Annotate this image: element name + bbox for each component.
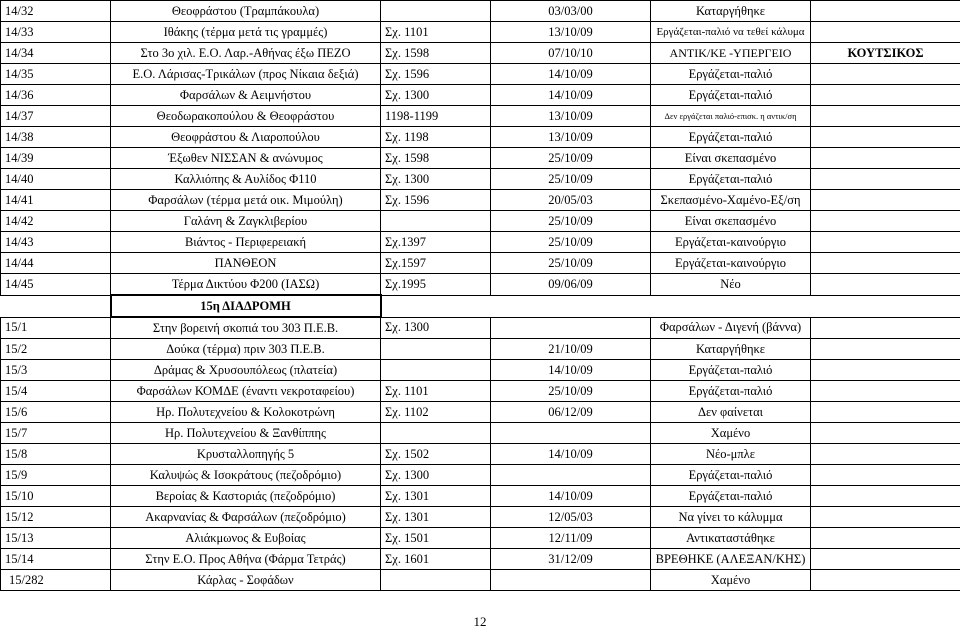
row-date bbox=[491, 317, 651, 339]
row-drawing-ref: Σχ. 1598 bbox=[381, 43, 491, 64]
row-location: Βιάντος - Περιφερειακή bbox=[111, 232, 381, 253]
row-drawing-ref: Σχ. 1598 bbox=[381, 148, 491, 169]
row-extra bbox=[811, 22, 960, 43]
table-row bbox=[1, 232, 960, 253]
row-drawing-ref: 1198-1199 bbox=[381, 106, 491, 127]
row-date: 13/10/09 bbox=[491, 106, 651, 127]
row-drawing-ref: Σχ. 1596 bbox=[381, 190, 491, 211]
row-drawing-ref: Σχ.1995 bbox=[381, 274, 491, 296]
row-code: 14/39 bbox=[1, 148, 111, 169]
row-date: 25/10/09 bbox=[491, 253, 651, 274]
row-extra bbox=[811, 381, 960, 402]
table-row bbox=[1, 549, 960, 570]
row-drawing-ref: Σχ. 1596 bbox=[381, 64, 491, 85]
row-status: Νέο-μπλε bbox=[651, 444, 811, 465]
row-drawing-ref: Σχ. 1101 bbox=[381, 22, 491, 43]
row-extra bbox=[811, 528, 960, 549]
row-location: Φαρσάλων (τέρμα μετά οικ. Μιμούλη) bbox=[111, 190, 381, 211]
row-status: Καταργήθηκε bbox=[651, 339, 811, 360]
row-date bbox=[491, 570, 651, 591]
row-status: Εργάζεται-παλιό bbox=[651, 381, 811, 402]
row-status: Εργάζεται-καινούργιο bbox=[651, 253, 811, 274]
row-extra bbox=[811, 465, 960, 486]
row-status: Χαμένο bbox=[651, 570, 811, 591]
row-date: 14/10/09 bbox=[491, 444, 651, 465]
row-status: Φαρσάλων - Διγενή (βάννα) bbox=[651, 317, 811, 339]
row-location: Κρυσταλλοπηγής 5 bbox=[111, 444, 381, 465]
row-code: 15/12 bbox=[1, 507, 111, 528]
row-location: Δράμας & Χρυσουπόλεως (πλατεία) bbox=[111, 360, 381, 381]
row-drawing-ref: Σχ. 1300 bbox=[381, 85, 491, 106]
table-row bbox=[1, 381, 960, 402]
table-row bbox=[1, 423, 960, 444]
row-location: Καλυψώς & Ισοκράτους (πεζοδρόμιο) bbox=[111, 465, 381, 486]
row-date: 25/10/09 bbox=[491, 232, 651, 253]
row-code: 15/2 bbox=[1, 339, 111, 360]
row-code: 14/34 bbox=[1, 43, 111, 64]
row-drawing-ref: Σχ. 1501 bbox=[381, 528, 491, 549]
row-date: 20/05/03 bbox=[491, 190, 651, 211]
row-code: 15/4 bbox=[1, 381, 111, 402]
row-status: ΑΝΤΙΚ/ΚΕ -ΥΠΕΡΓΕΙΟ bbox=[651, 43, 811, 64]
row-date: 06/12/09 bbox=[491, 402, 651, 423]
row-location: Στην βορεινή σκοπιά του 303 Π.Ε.Β. bbox=[111, 317, 381, 339]
row-code: 15/3 bbox=[1, 360, 111, 381]
row-date: 07/10/10 bbox=[491, 43, 651, 64]
table-row bbox=[1, 465, 960, 486]
row-status: Καταργήθηκε bbox=[651, 1, 811, 22]
section-title: 15η ΔΙΑΔΡΟΜΗ bbox=[111, 295, 381, 317]
row-location: Ηρ. Πολυτεχνείου & Ξανθίππης bbox=[111, 423, 381, 444]
table-row bbox=[1, 570, 960, 591]
row-date: 21/10/09 bbox=[491, 339, 651, 360]
row-date: 03/03/00 bbox=[491, 1, 651, 22]
row-status: Εργάζεται-παλιό bbox=[651, 85, 811, 106]
table-row bbox=[1, 85, 960, 106]
row-location: Θεοδωρακοπούλου & Θεοφράστου bbox=[111, 106, 381, 127]
row-status: Εργάζεται-παλιό bbox=[651, 360, 811, 381]
row-code: 14/37 bbox=[1, 106, 111, 127]
row-extra bbox=[811, 339, 960, 360]
row-drawing-ref: Σχ.1397 bbox=[381, 232, 491, 253]
table-row bbox=[1, 22, 960, 43]
row-status: Νέο bbox=[651, 274, 811, 296]
row-drawing-ref bbox=[381, 570, 491, 591]
row-date: 13/10/09 bbox=[491, 22, 651, 43]
row-extra bbox=[811, 211, 960, 232]
row-code: 15/10 bbox=[1, 486, 111, 507]
row-drawing-ref: Σχ. 1300 bbox=[381, 317, 491, 339]
row-extra bbox=[811, 232, 960, 253]
row-code: 15/14 bbox=[1, 549, 111, 570]
row-location: Φαρσάλων ΚΟΜΔΕ (έναντι νεκροταφείου) bbox=[111, 381, 381, 402]
row-extra bbox=[811, 549, 960, 570]
row-date: 25/10/09 bbox=[491, 169, 651, 190]
table-row bbox=[1, 528, 960, 549]
table-row bbox=[1, 486, 960, 507]
row-extra bbox=[811, 169, 960, 190]
row-extra bbox=[811, 444, 960, 465]
table-row bbox=[1, 1, 960, 22]
row-code: 14/33 bbox=[1, 22, 111, 43]
table-row bbox=[1, 274, 960, 296]
row-code: 15/1 bbox=[1, 317, 111, 339]
row-location: Στην Ε.Ο. Προς Αθήνα (Φάρμα Τετράς) bbox=[111, 549, 381, 570]
row-location: Θεοφράστου (Τραμπάκουλα) bbox=[111, 1, 381, 22]
row-date: 14/10/09 bbox=[491, 64, 651, 85]
row-date: 31/12/09 bbox=[491, 549, 651, 570]
row-location: Γαλάνη & Ζαγκλιβερίου bbox=[111, 211, 381, 232]
row-date: 14/10/09 bbox=[491, 486, 651, 507]
row-location: Ηρ. Πολυτεχνείου & Κολοκοτρώνη bbox=[111, 402, 381, 423]
table-row bbox=[1, 148, 960, 169]
row-extra bbox=[811, 402, 960, 423]
row-code: 15/8 bbox=[1, 444, 111, 465]
row-code: 14/38 bbox=[1, 127, 111, 148]
table-row bbox=[1, 190, 960, 211]
row-drawing-ref: Σχ. 1300 bbox=[381, 465, 491, 486]
row-code: 14/36 bbox=[1, 85, 111, 106]
row-code: 15/6 bbox=[1, 402, 111, 423]
row-location: Ακαρνανίας & Φαρσάλων (πεζοδρόμιο) bbox=[111, 507, 381, 528]
row-location: Έξωθεν ΝΙΣΣΑΝ & ανώνυμος bbox=[111, 148, 381, 169]
table-row bbox=[1, 253, 960, 274]
row-code: 14/45 bbox=[1, 274, 111, 296]
row-location: Βεροίας & Καστοριάς (πεζοδρόμιο) bbox=[111, 486, 381, 507]
table-row bbox=[1, 43, 960, 64]
row-location: Καλλιόπης & Αυλίδος Φ110 bbox=[111, 169, 381, 190]
table-row bbox=[1, 211, 960, 232]
row-date bbox=[491, 465, 651, 486]
row-extra bbox=[811, 1, 960, 22]
row-drawing-ref: Σχ. 1300 bbox=[381, 169, 491, 190]
row-location: Ιθάκης (τέρμα μετά τις γραμμές) bbox=[111, 22, 381, 43]
row-date: 09/06/09 bbox=[491, 274, 651, 296]
row-drawing-ref: Σχ. 1102 bbox=[381, 402, 491, 423]
table-row bbox=[1, 507, 960, 528]
row-location: Τέρμα Δικτύου Φ200 (ΙΑΣΩ) bbox=[111, 274, 381, 296]
row-location: Θεοφράστου & Λιαροπούλου bbox=[111, 127, 381, 148]
row-extra bbox=[811, 106, 960, 127]
row-status: Εργάζεται-παλιό bbox=[651, 486, 811, 507]
row-extra bbox=[811, 274, 960, 296]
row-code: 14/42 bbox=[1, 211, 111, 232]
table-row bbox=[1, 402, 960, 423]
row-status: Εργάζεται-παλιό να τεθεί κάλυμα bbox=[651, 22, 811, 43]
row-status: Σκεπασμένο-Χαμένο-Εξ/ση bbox=[651, 190, 811, 211]
row-extra bbox=[811, 317, 960, 339]
row-drawing-ref: Σχ. 1198 bbox=[381, 127, 491, 148]
row-date: 14/10/09 bbox=[491, 360, 651, 381]
row-drawing-ref: Σχ. 1301 bbox=[381, 486, 491, 507]
row-code: 14/44 bbox=[1, 253, 111, 274]
row-date bbox=[491, 423, 651, 444]
row-drawing-ref bbox=[381, 423, 491, 444]
table-row bbox=[1, 169, 960, 190]
table-row bbox=[1, 64, 960, 85]
row-extra bbox=[811, 127, 960, 148]
row-date: 12/11/09 bbox=[491, 528, 651, 549]
row-code: 15/13 bbox=[1, 528, 111, 549]
row-location: Αλιάκμωνος & Ευβοίας bbox=[111, 528, 381, 549]
row-status: Είναι σκεπασμένο bbox=[651, 148, 811, 169]
row-status: Αντικαταστάθηκε bbox=[651, 528, 811, 549]
row-extra bbox=[811, 360, 960, 381]
row-code: 15/9 bbox=[1, 465, 111, 486]
row-extra bbox=[811, 253, 960, 274]
row-status: Εργάζεται-παλιό bbox=[651, 64, 811, 85]
row-code: 14/41 bbox=[1, 190, 111, 211]
table-row bbox=[1, 127, 960, 148]
row-date: 14/10/09 bbox=[491, 85, 651, 106]
row-status: Δεν εργάζεται παλιό-επισκ. η αντικ/ση bbox=[651, 106, 811, 127]
row-status: Εργάζεται-παλιό bbox=[651, 169, 811, 190]
row-status: Εργάζεται-παλιό bbox=[651, 127, 811, 148]
row-drawing-ref bbox=[381, 1, 491, 22]
row-location: Δούκα (τέρμα) πριν 303 Π.Ε.Β. bbox=[111, 339, 381, 360]
row-date: 25/10/09 bbox=[491, 148, 651, 169]
row-extra bbox=[811, 507, 960, 528]
row-status: Να γίνει το κάλυμμα bbox=[651, 507, 811, 528]
row-location: Κάρλας - Σοφάδων bbox=[111, 570, 381, 591]
row-status: Εργάζεται-παλιό bbox=[651, 465, 811, 486]
row-date: 25/10/09 bbox=[491, 381, 651, 402]
table-row bbox=[1, 360, 960, 381]
row-extra bbox=[811, 570, 960, 591]
table-row bbox=[1, 444, 960, 465]
row-extra bbox=[811, 148, 960, 169]
row-date: 12/05/03 bbox=[491, 507, 651, 528]
row-extra bbox=[811, 64, 960, 85]
row-drawing-ref: Σχ. 1502 bbox=[381, 444, 491, 465]
row-date: 25/10/09 bbox=[491, 211, 651, 232]
row-code: 14/43 bbox=[1, 232, 111, 253]
row-status: Χαμένο bbox=[651, 423, 811, 444]
row-extra bbox=[811, 423, 960, 444]
section-header-row bbox=[1, 295, 960, 317]
page-number: 12 bbox=[473, 614, 487, 629]
row-drawing-ref: Σχ.1597 bbox=[381, 253, 491, 274]
row-location: Στο 3ο χιλ. Ε.Ο. Λαρ.-Αθήνας έξω ΠΕΖΟ bbox=[111, 43, 381, 64]
row-drawing-ref: Σχ. 1301 bbox=[381, 507, 491, 528]
row-extra bbox=[811, 486, 960, 507]
row-status: Είναι σκεπασμένο bbox=[651, 211, 811, 232]
row-code: 14/32 bbox=[1, 1, 111, 22]
row-drawing-ref bbox=[381, 360, 491, 381]
row-extra bbox=[811, 190, 960, 211]
row-drawing-ref bbox=[381, 339, 491, 360]
row-code: 15/282 bbox=[1, 570, 111, 591]
table-row bbox=[1, 317, 960, 339]
row-drawing-ref: Σχ. 1601 bbox=[381, 549, 491, 570]
row-location: Φαρσάλων & Αειμνήστου bbox=[111, 85, 381, 106]
row-code: 15/7 bbox=[1, 423, 111, 444]
row-date: 13/10/09 bbox=[491, 127, 651, 148]
row-location: Ε.Ο. Λάρισας-Τρικάλων (προς Νίκαια δεξιά) bbox=[111, 64, 381, 85]
row-extra: ΚΟΥΤΣΙΚΟΣ bbox=[811, 43, 960, 64]
row-extra bbox=[811, 85, 960, 106]
row-drawing-ref: Σχ. 1101 bbox=[381, 381, 491, 402]
table-row bbox=[1, 339, 960, 360]
row-status: ΒΡΕΘΗΚΕ (ΑΛΕΞΑΝ/ΚΗΣ) bbox=[651, 549, 811, 570]
row-drawing-ref bbox=[381, 211, 491, 232]
row-location: ΠΑΝΘΕΟΝ bbox=[111, 253, 381, 274]
row-code: 14/35 bbox=[1, 64, 111, 85]
table-row bbox=[1, 106, 960, 127]
row-status: Δεν φαίνεται bbox=[651, 402, 811, 423]
row-status: Εργάζεται-καινούργιο bbox=[651, 232, 811, 253]
row-code: 14/40 bbox=[1, 169, 111, 190]
